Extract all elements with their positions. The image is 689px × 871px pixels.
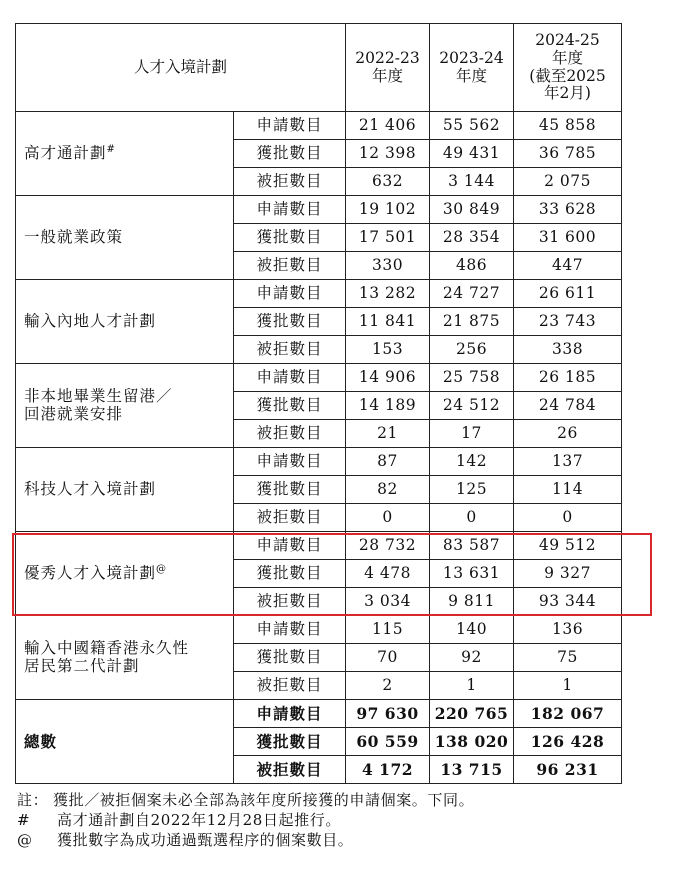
note-mark: @ xyxy=(17,831,33,849)
note-hash xyxy=(17,810,474,830)
value-cell: 82 xyxy=(346,476,430,504)
note-text: 高才通計劃自2022年12月28日起推行。 xyxy=(57,811,341,829)
metric-label-refused: 被拒數目 xyxy=(234,336,346,364)
value-cell: 256 xyxy=(430,336,514,364)
value-cell: 96 231 xyxy=(514,756,622,784)
value-cell: 92 xyxy=(430,644,514,672)
metric-label-approved: 獲批數目 xyxy=(234,392,346,420)
value-cell: 486 xyxy=(430,252,514,280)
value-cell: 36 785 xyxy=(514,140,622,168)
value-cell: 153 xyxy=(346,336,430,364)
metric-label-refused: 被拒數目 xyxy=(234,420,346,448)
value-cell: 3 144 xyxy=(430,168,514,196)
metric-label-refused: 被拒數目 xyxy=(234,756,346,784)
value-cell: 137 xyxy=(514,448,622,476)
talent-admission-statistics-table xyxy=(15,23,622,784)
metric-label-approved: 獲批數目 xyxy=(234,308,346,336)
value-cell: 4 478 xyxy=(346,560,430,588)
value-cell: 97 630 xyxy=(346,700,430,728)
value-cell: 136 xyxy=(514,616,622,644)
value-cell: 11 841 xyxy=(346,308,430,336)
value-cell: 17 501 xyxy=(346,224,430,252)
note-mark: # xyxy=(17,811,31,829)
metric-label-applications: 申請數目 xyxy=(234,616,346,644)
value-cell: 115 xyxy=(346,616,430,644)
value-cell: 21 406 xyxy=(346,112,430,140)
scheme-name: 輸入內地人才計劃 xyxy=(16,280,234,364)
total-label: 總數 xyxy=(16,700,234,784)
value-cell: 182 067 xyxy=(514,700,622,728)
value-cell: 126 428 xyxy=(514,728,622,756)
note-at xyxy=(17,830,474,850)
value-cell: 632 xyxy=(346,168,430,196)
table-row xyxy=(16,112,622,140)
value-cell: 0 xyxy=(430,504,514,532)
value-cell: 26 611 xyxy=(514,280,622,308)
value-cell: 2 xyxy=(346,672,430,700)
metric-label-applications: 申請數目 xyxy=(234,532,346,560)
value-cell: 447 xyxy=(514,252,622,280)
table-body xyxy=(16,112,622,784)
table-row xyxy=(16,364,622,392)
value-cell: 21 xyxy=(346,420,430,448)
value-cell: 1 xyxy=(430,672,514,700)
footnote-mark: # xyxy=(106,143,116,155)
metric-label-refused: 被拒數目 xyxy=(234,168,346,196)
value-cell: 17 xyxy=(430,420,514,448)
value-cell: 338 xyxy=(514,336,622,364)
value-cell: 114 xyxy=(514,476,622,504)
year-header-2023-24: 2023-24 年度 xyxy=(430,24,514,112)
value-cell: 125 xyxy=(430,476,514,504)
value-cell: 21 875 xyxy=(430,308,514,336)
value-cell: 28 732 xyxy=(346,532,430,560)
metric-label-refused: 被拒數目 xyxy=(234,504,346,532)
value-cell: 83 587 xyxy=(430,532,514,560)
value-cell: 87 xyxy=(346,448,430,476)
scheme-name: 科技人才入境計劃 xyxy=(16,448,234,532)
value-cell: 49 512 xyxy=(514,532,622,560)
value-cell: 12 398 xyxy=(346,140,430,168)
metric-label-applications: 申請數目 xyxy=(234,448,346,476)
footnote-mark: @ xyxy=(156,563,168,575)
table-notes xyxy=(17,790,474,850)
value-cell: 14 189 xyxy=(346,392,430,420)
metric-label-applications: 申請數目 xyxy=(234,196,346,224)
value-cell: 9 811 xyxy=(430,588,514,616)
table-row xyxy=(16,280,622,308)
scheme-name: 高才通計劃# xyxy=(16,112,234,196)
value-cell: 330 xyxy=(346,252,430,280)
table-row xyxy=(16,700,622,728)
value-cell: 0 xyxy=(514,504,622,532)
metric-label-approved: 獲批數目 xyxy=(234,224,346,252)
value-cell: 75 xyxy=(514,644,622,672)
value-cell: 24 727 xyxy=(430,280,514,308)
note-mark: 註： xyxy=(17,791,49,809)
metric-label-approved: 獲批數目 xyxy=(234,560,346,588)
table-row xyxy=(16,196,622,224)
note-general xyxy=(17,790,474,810)
value-cell: 2 075 xyxy=(514,168,622,196)
metric-label-approved: 獲批數目 xyxy=(234,728,346,756)
value-cell: 60 559 xyxy=(346,728,430,756)
scheme-name: 優秀人才入境計劃@ xyxy=(16,532,234,616)
metric-label-refused: 被拒數目 xyxy=(234,252,346,280)
metric-label-applications: 申請數目 xyxy=(234,112,346,140)
value-cell: 25 758 xyxy=(430,364,514,392)
value-cell: 220 765 xyxy=(430,700,514,728)
value-cell: 33 628 xyxy=(514,196,622,224)
metric-label-approved: 獲批數目 xyxy=(234,644,346,672)
metric-label-approved: 獲批數目 xyxy=(234,140,346,168)
note-text: 獲批／被拒個案未必全部為該年度所接獲的申請個案。下同。 xyxy=(53,791,475,809)
scheme-name: 非本地畢業生留港／ 回港就業安排 xyxy=(16,364,234,448)
value-cell: 28 354 xyxy=(430,224,514,252)
value-cell: 30 849 xyxy=(430,196,514,224)
value-cell: 4 172 xyxy=(346,756,430,784)
value-cell: 26 xyxy=(514,420,622,448)
metric-label-refused: 被拒數目 xyxy=(234,588,346,616)
value-cell: 1 xyxy=(514,672,622,700)
value-cell: 13 715 xyxy=(430,756,514,784)
value-cell: 31 600 xyxy=(514,224,622,252)
value-cell: 55 562 xyxy=(430,112,514,140)
value-cell: 13 282 xyxy=(346,280,430,308)
value-cell: 0 xyxy=(346,504,430,532)
value-cell: 142 xyxy=(430,448,514,476)
metric-label-applications: 申請數目 xyxy=(234,700,346,728)
value-cell: 26 185 xyxy=(514,364,622,392)
value-cell: 70 xyxy=(346,644,430,672)
table-row xyxy=(16,616,622,644)
value-cell: 14 906 xyxy=(346,364,430,392)
metric-label-applications: 申請數目 xyxy=(234,364,346,392)
value-cell: 140 xyxy=(430,616,514,644)
table-row xyxy=(16,532,622,560)
value-cell: 49 431 xyxy=(430,140,514,168)
scheme-column-header: 人才入境計劃 xyxy=(16,24,346,112)
scheme-name: 一般就業政策 xyxy=(16,196,234,280)
value-cell: 24 784 xyxy=(514,392,622,420)
value-cell: 9 327 xyxy=(514,560,622,588)
table-row xyxy=(16,448,622,476)
value-cell: 45 858 xyxy=(514,112,622,140)
value-cell: 19 102 xyxy=(346,196,430,224)
year-header-2024-25: 2024-25 年度 (截至2025 年2月) xyxy=(514,24,622,112)
note-text: 獲批數字為成功通過甄選程序的個案數目。 xyxy=(57,831,354,849)
scheme-name: 輸入中國籍香港永久性 居民第二代計劃 xyxy=(16,616,234,700)
value-cell: 23 743 xyxy=(514,308,622,336)
value-cell: 93 344 xyxy=(514,588,622,616)
metric-label-approved: 獲批數目 xyxy=(234,476,346,504)
value-cell: 13 631 xyxy=(430,560,514,588)
value-cell: 24 512 xyxy=(430,392,514,420)
year-header-2022-23: 2022-23 年度 xyxy=(346,24,430,112)
metric-label-refused: 被拒數目 xyxy=(234,672,346,700)
value-cell: 3 034 xyxy=(346,588,430,616)
value-cell: 138 020 xyxy=(430,728,514,756)
metric-label-applications: 申請數目 xyxy=(234,280,346,308)
table-header-row xyxy=(16,24,622,112)
